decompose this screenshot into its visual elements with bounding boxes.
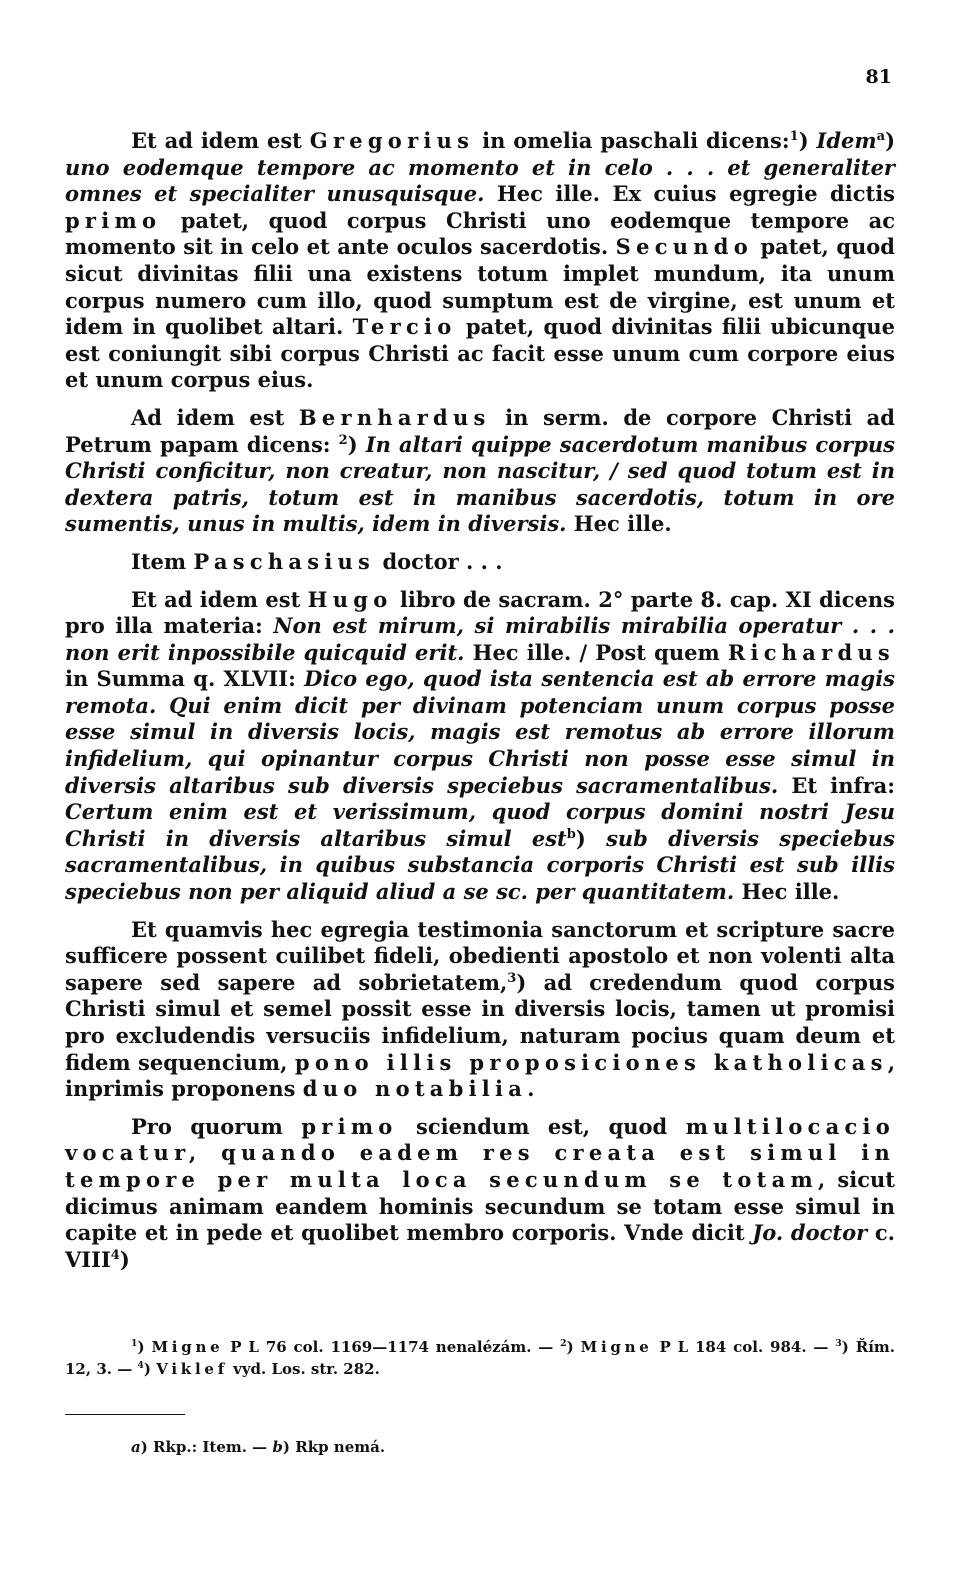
spaced-text: Bernhardus [298,404,491,430]
text-run: ) Rkp nemá. [282,1438,386,1456]
note-marker: 3 [507,970,517,986]
text-run: ) ad credendum quod corpus Christi simul et semel possit esse in diversis locis, tamen ut promisi pro excludendis versuciis infidelium, naturam pocius quam deum et fidem sequencium, [65,969,895,1075]
italic-text: sub diversis speciebus sacramentalibus, in quibus substancia corporis Christi est sub illis speciebus non per aliquid aliud a se sc. per quantitatem. [65,825,896,905]
paragraph [65,917,895,1103]
text-run: in serm. de corpore Christi ad Petrum papam dicens: [65,404,895,457]
italic-text: Dico ego, quod ista sentencia est ab errore magis remota. Qui enim dicit per divinam potenciam unum corpus posse esse simul in diversis locis, magis est remotus ab errore illorum infidelium, qui opinantur corpus Christi non posse esse simul in diversis altaribus sub diversis speciebus sacramentalibus. [65,666,895,798]
footnotes [65,1336,895,1380]
text-run: Pro quorum [131,1113,302,1139]
text-run: Et infra: [778,772,896,798]
text-run: vyd. Los. str. 282. [227,1360,380,1378]
text-run: ) Řím. 12, 3. — [65,1338,895,1378]
text-run: Hec ille. [566,511,672,537]
text-run: ) [137,1338,152,1356]
note-marker: 2 [560,1338,567,1349]
italic-text: a [131,1438,141,1456]
paragraph [65,128,895,394]
spaced-text: Tercio [352,314,457,340]
italic-text: Idem [816,128,877,153]
spaced-text: Gregorius [309,128,475,153]
text-run: ) [885,128,896,153]
text-run: Et ad idem est [131,128,310,153]
text-run: ) [143,1360,157,1378]
variant-notes [131,1438,385,1456]
text-run: , sicut dicimus animam eandem hominis secundum se totam esse simul in capite et in pede et quolibet membro corporis. Vnde dicit [65,1166,895,1246]
text-run: sciendum est, quod [397,1113,686,1139]
note-marker: 4 [110,1247,120,1263]
paragraph [65,549,895,576]
text-run: ) [119,1246,130,1272]
note-marker: 2 [338,432,348,448]
italic-text: In altari quippe sacerdotum manibus corpus Christi conficitur, non creatur, non nascitur, / sed quod totum est in dextera patris, totum est in manibus sacerdotis, totum in ore sumentis, unus in multis, idem in diversis. [65,431,896,537]
text-run: Item [131,548,194,574]
italic-text: b [272,1438,283,1456]
text-run: ) [798,128,817,153]
text-run: P L 76 col. 1169—1174 nenalézám. — [223,1338,561,1356]
text-run: ) Rkp.: Item. — [140,1438,273,1456]
spaced-text: Hugo [307,586,393,612]
text-run: in Summa q. XLVII: [65,666,305,692]
note-marker: 1 [789,129,799,144]
footnote-divider [65,1414,185,1415]
text-run: Hec ille. [734,879,840,905]
main-text [65,128,895,1273]
page-number: 81 [865,66,892,88]
text-run: Ad idem est [131,404,299,430]
italic-text: Non est mirum, si mirabilis mirabilia operatur . . . non erit inpossibile quicquid erit. [65,613,895,665]
spaced-text: primo [301,1113,398,1139]
note-marker: 1 [131,1338,138,1349]
text-run: Hec ille. / Post quem [464,639,728,665]
text-run: in omelia paschali dicens: [474,128,790,153]
spaced-text: Migne [151,1338,224,1356]
text-run: patet, quod sicut divinitas filii una existens totum implet mundum, ita unum corpus numero cum illo, quod sumptum est de virgine, est unum et idem in quolibet altari. [65,234,895,340]
italic-text: uno eodemque tempore ac momento et in celo . . . et generaliter omnes et specialiter unusquisque. [65,154,895,207]
spaced-text: pono illis proposiciones katholicas [294,1049,888,1075]
text-run: ) [347,431,366,457]
text-run: doctor . . . [375,548,503,574]
spaced-text: primo [65,207,162,233]
text-run: . [527,1076,535,1102]
text-run: patet, quod corpus Christi uno eodemque tempore ac momento sit in celo et ante oculos sacerdotis. [65,207,895,260]
spaced-text: multilocacio vocatur, quando eadem res creata est simul in tempore per multa loca secundum se totam [65,1113,895,1192]
note-marker: a [876,129,886,144]
text-run: ) [566,1338,581,1356]
text-run: ) [575,825,607,851]
note-marker: 4 [137,1360,144,1371]
italic-text: Certum enim est et verissimum, quod corpus domini nostri Jesu Christi in diversis altaribus simul est [65,799,895,851]
spaced-text: Paschasius [193,548,376,574]
text-run: Et quamvis hec egregia testimonia sanctorum et scripture sacre sufficere possent cuilibet fideli, obedienti apostolo et non volenti alta sapere sed sapere ad sobrietatem, [65,916,895,995]
paragraph [65,1114,895,1274]
text-run: Hec ille. Ex cuius egregie dictis [484,181,895,207]
footnote-line [65,1336,895,1380]
text-run: patet, quod divinitas filii ubicunque est coniungit sibi corpus Christi ac facit esse unum cum corpore eius et unum corpus eius. [65,314,895,393]
text-run: , inprimis proponens [65,1049,895,1102]
text-run: P L 184 col. 984. — [652,1338,836,1356]
spaced-text: Secundo [615,234,753,260]
note-marker: 3 [835,1338,842,1349]
spaced-text: duo notabilia [302,1076,528,1102]
spaced-text: Migne [580,1338,653,1356]
note-marker: b [566,826,576,842]
spaced-text: Viklef [156,1360,228,1378]
paragraph [65,405,895,538]
paragraph [65,587,895,906]
text-run: libro de sacram. 2° parte 8. cap. XI dicens pro illa materia: [65,586,895,639]
text-run: Et ad idem est [131,586,308,612]
italic-text: Jo. doctor [752,1220,868,1246]
text-run: c. VIII [65,1220,895,1272]
spaced-text: Richardus [727,639,895,665]
